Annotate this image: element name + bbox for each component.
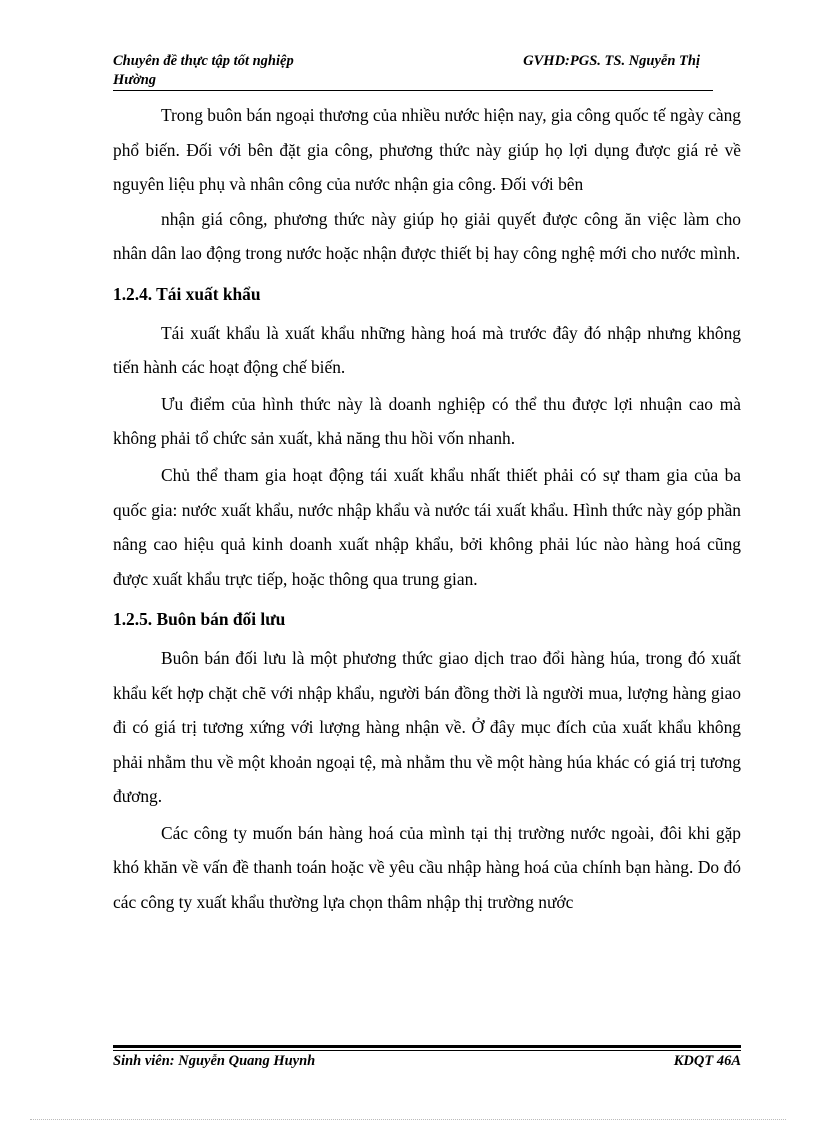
paragraph: nhận giá công, phương thức này giúp họ giải quyết được công ăn việc làm cho nhân dân lao động trong nước hoặc nhận được thiết bị hay công nghệ mới cho nước mình. [113, 208, 741, 264]
document-body [113, 98, 741, 920]
section-heading-1-2-4: 1.2.4. Tái xuất khẩu [113, 283, 261, 304]
paragraph: Trong buôn bán ngoại thương của nhiều nước hiện nay, gia công quốc tế ngày càng phổ biến. Đối với bên đặt gia công, phương thức này giúp họ lợi dụng được giá rẻ về nguyên liệu phụ và nhân công của nước nhận gia công. Đối với bên [113, 105, 741, 195]
footer-rule-thick [113, 1045, 741, 1048]
header-report-title: Chuyên đề thực tập tốt nghiệp [113, 53, 294, 69]
paragraph: Chủ thể tham gia hoạt động tái xuất khẩu nhất thiết phải có sự tham gia của ba quốc gia: nước xuất khẩu, nước nhập khẩu và nước tái xuất khẩu. Hình thức này góp phần nâng cao hiệu quả kinh doanh xuất nhập khẩu, bởi không phải lúc nào hàng hoá cũng được xuất khẩu trực tiếp, hoặc thông qua trung gian. [113, 464, 741, 589]
header-supervisor: GVHD:PGS. TS. Nguyễn Thị [523, 53, 700, 69]
header-rule [113, 90, 713, 91]
page-header [113, 52, 713, 90]
header-supervisor-continuation: Hường [113, 72, 157, 88]
paragraph: Các công ty muốn bán hàng hoá của mình tại thị trường nước ngoài, đôi khi gặp khó khăn về vấn đề thanh toán hoặc về yêu cầu nhập hàng hoá của chính bạn hàng. Do đó các công ty xuất khẩu thường lựa chọn thâm nhập thị trường nước [113, 822, 741, 913]
paragraph: Tái xuất khẩu là xuất khẩu những hàng hoá mà trước đây đó nhập nhưng không tiến hành các hoạt động chế biến. [113, 322, 741, 378]
footer-class: KDQT 46A [673, 1053, 741, 1069]
paragraph: Ưu điểm của hình thức này là doanh nghiệp có thể thu được lợi nhuận cao mà không phải tổ chức sản xuất, khả năng thu hồi vốn nhanh. [113, 393, 741, 449]
section-heading-1-2-5: 1.2.5. Buôn bán đối lưu [113, 609, 286, 630]
paragraph: Buôn bán đối lưu là một phương thức giao dịch trao đổi hàng húa, trong đó xuất khẩu kết hợp chặt chẽ với nhập khẩu, người bán đồng thời là người mua, lượng hàng giao đi có giá trị tương xứng với lượng hàng nhận về. Ở đây mục đích của xuất khẩu không phải nhằm thu về một khoản ngoại tệ, mà nhằm thu về một hàng húa khác có giá trị tương đương. [113, 647, 741, 807]
page-edge-divider [30, 1119, 786, 1120]
page-footer [113, 1053, 741, 1070]
footer-rule-thin [113, 1050, 741, 1051]
footer-student: Sinh viên: Nguyễn Quang Huynh [113, 1053, 316, 1069]
